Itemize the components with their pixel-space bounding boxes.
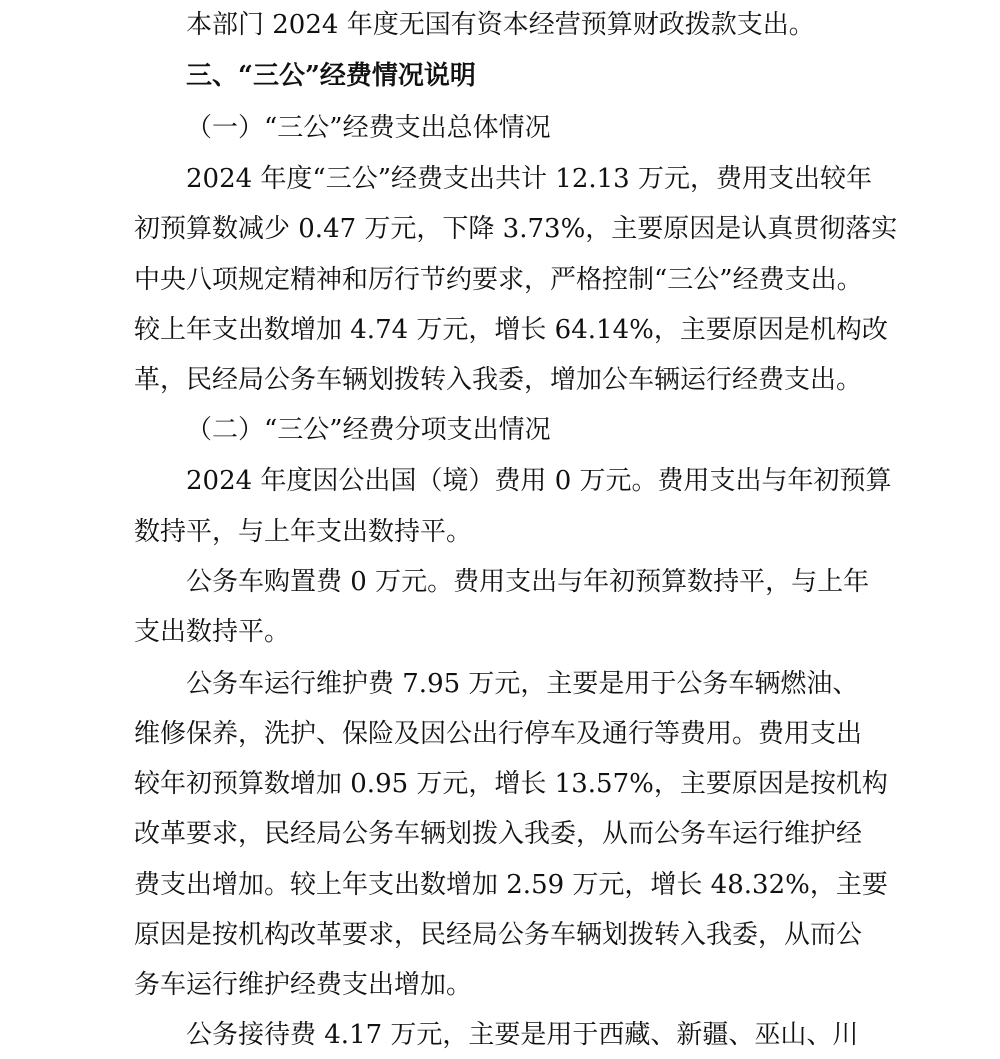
paragraph-line: 数持平，与上年支出数持平。 (134, 517, 473, 547)
paragraph-line: 初预算数减少 0.47 万元，下降 3.73%，主要原因是认真贯彻落实 (134, 214, 898, 244)
subsection-heading: （一）“三公”经费支出总体情况 (186, 113, 551, 143)
paragraph-line: 中央八项规定精神和厉行节约要求，严格控制“三公”经费支出。 (134, 265, 863, 295)
paragraph-line: 公务接待费 4.17 万元，主要是用于西藏、新疆、巫山、川 (186, 1020, 859, 1050)
paragraph-line: 务车运行维护经费支出增加。 (134, 970, 473, 1000)
paragraph-line: 本部门 2024 年度无国有资本经营预算财政拨款支出。 (186, 10, 815, 40)
paragraph-line: 公务车购置费 0 万元。费用支出与年初预算数持平，与上年 (186, 567, 870, 597)
paragraph-line: 2024 年度“三公”经费支出共计 12.13 万元，费用支出较年 (186, 164, 872, 194)
paragraph-line: 维修保养，洗护、保险及因公出行停车及通行等费用。费用支出 (134, 719, 863, 749)
subsection-heading: （二）“三公”经费分项支出情况 (186, 415, 551, 445)
paragraph-line: 革，民经局公务车辆划拨转入我委，增加公车辆运行经费支出。 (134, 365, 863, 395)
paragraph-line: 较上年支出数增加 4.74 万元，增长 64.14%，主要原因是机构改 (134, 315, 888, 345)
paragraph-line: 支出数持平。 (134, 617, 291, 647)
paragraph-line: 原因是按机构改革要求，民经局公务车辆划拨转入我委，从而公 (134, 920, 863, 950)
paragraph-line: 2024 年度因公出国（境）费用 0 万元。费用支出与年初预算 (186, 466, 892, 496)
paragraph-line: 较年初预算数增加 0.95 万元，增长 13.57%，主要原因是按机构 (134, 769, 888, 799)
paragraph-line: 改革要求，民经局公务车辆划拨入我委，从而公务车运行维护经 (134, 819, 863, 849)
section-heading: 三、“三公”经费情况说明 (186, 61, 476, 91)
paragraph-line: 费支出增加。较上年支出数增加 2.59 万元，增长 48.32%，主要 (134, 870, 888, 900)
paragraph-line: 公务车运行维护费 7.95 万元，主要是用于公务车辆燃油、 (186, 669, 859, 699)
